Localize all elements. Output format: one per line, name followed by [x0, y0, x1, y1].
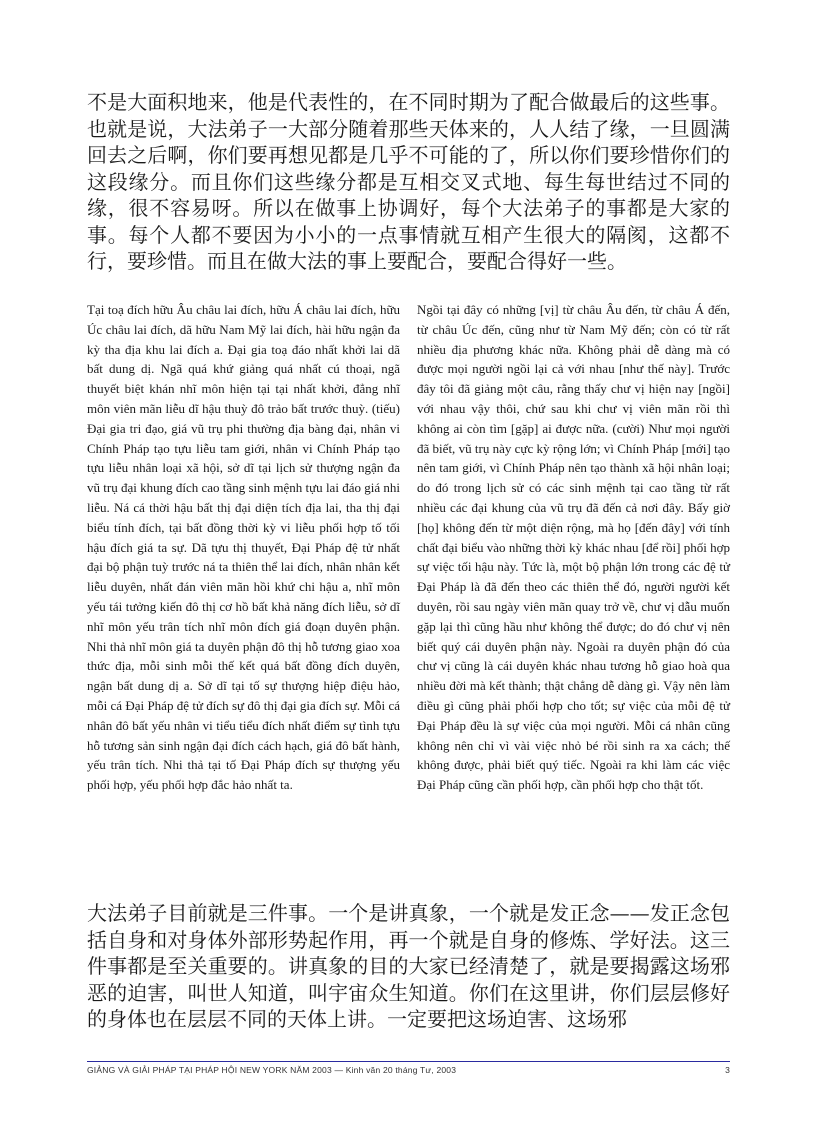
left-column-pinyin-vietnamese	[87, 300, 400, 795]
footer-title: GIẢNG VÀ GIẢI PHÁP TẠI PHÁP HỘI NEW YORK NĂM 2003 — Kinh văn 20 tháng Tư, 2003	[87, 1065, 457, 1075]
page-footer	[87, 1061, 730, 1075]
chinese-paragraph-top: 不是大面积地来，他是代表性的，在不同时期为了配合做最后的这些事。也就是说，大法弟子一大部分随着那些天体来的，人人结了缘，一旦圆满回去之后啊，你们要再想见都是几乎不可能的了，所以你们要珍惜你们的这段缘分。而且你们这些缘分都是互相交叉式地、每生每世结过不同的缘，很不容易呀。所以在做事上协调好，每个大法弟子的事都是大家的事。每个人都不要因为小小的一点事情就互相产生很大的隔阂，这都不行，要珍惜。而且在做大法的事上要配合，要配合得好一些。	[87, 90, 730, 273]
right-column-vietnamese	[417, 300, 730, 795]
chinese-paragraph-bottom: 大法弟子目前就是三件事。一个是讲真象，一个就是发正念——发正念包括自身和对身体外部形势起作用，再一个就是自身的修炼、学好法。这三件事都是至关重要的。讲真象的目的大家已经清楚了，就是要揭露这场邪恶的迫害，叫世人知道，叫宇宙众生知道。你们在这里讲，你们层层修好的身体也在层层不同的天体上讲。一定要把这场迫害、这场邪	[87, 901, 730, 1031]
right-column-text: Ngồi tại đây có những [vị] từ châu Âu đến, từ châu Á đến, từ châu Úc đến, cũng như từ Nam Mỹ đến; còn có từ rất nhiều địa phương khác nữa. Không phải dễ dàng mà có được mọi người ngồi lại cả với nhau [như thế này]. Trước đây tôi đã giảng một câu, rằng thấy chư vị hiện nay [ngồi] với nhau vậy thôi, chứ sau khi chư vị viên mãn rồi thì không ai còn tìm [gặp] ai được nữa. (cười) Như mọi người đã biết, vũ trụ này cực kỳ rộng lớn; vì Chính Pháp [mới] tạo nên tam giới, vì Chính Pháp nên tạo thành xã hội nhân loại; do đó trong lịch sử có các sinh mệnh tại cao tầng từ rất nhiều các đại khung của vũ trụ đã đến cả nơi đây. Bấy giờ [họ] không đến từ một diện rộng, mà họ [đến đây] với tính chất đại biểu vào những thời kỳ khác nhau [để rồi] phối hợp sự việc tối hậu này. Tức là, một bộ phận lớn trong các đệ tử Đại Pháp là đã đến theo các thiên thể đó, người người kết duyên, rồi sau ngày viên mãn quay trở về, chư vị dẫu muốn gặp lại thì cũng hầu như không thể được; do đó chư vị nên biết quý cái duyên phận này. Ngoài ra duyên phận đó của chư vị cũng là cái duyên khác nhau tương hỗ giao hoà qua nhiều đời mà kết thành; thật chẳng dễ dàng gì. Vậy nên làm điều gì cũng phải phối hợp cho tốt; sự việc của mỗi đệ tử Đại Pháp đều là sự việc của mọi người. Mỗi cá nhân cũng không nên chỉ vì vài việc nhỏ bé rồi sinh ra xa cách; thế không được, phải biết quý tiếc. Ngoài ra khi làm các việc Đại Pháp cũng cần phối hợp, cần phối hợp cho thật tốt.	[417, 302, 730, 793]
left-column-text: Tại toạ đích hữu Âu châu lai đích, hữu Á châu lai đích, hữu Úc châu lai đích, dã hữu Nam Mỹ lai đích, hài hữu ngận đa kỳ tha địa khu lai đích a. Đại gia toạ đáo nhất khởi lai dã bất dung dị. Ngã quá khứ giảng quá nhất cú thoại, ngã thuyết biệt khán nhĩ môn hiện tại tại nhất khởi, đẳng nhĩ môn viên mãn liễu dĩ hậu thuỳ đô trảo bất trước thuỳ. (tiếu) Đại gia tri đạo, giá vũ trụ phi thường địa bàng đại, nhân vi Chính Pháp tạo tựu liễu tam giới, nhân vi Chính Pháp tạo tựu liễu nhân loại xã hội, sở dĩ tại lịch sử thượng ngận đa vũ trụ đại khung đích cao tầng sinh mệnh tựu lai đáo giá nhi liễu. Ná cá thời hậu bất thị đại diện tích địa lai, tha thị đại biểu tính đích, tại bất đồng thời kỳ vi liễu phối hợp tố tối hậu đích giá ta sự. Dã tựu thị thuyết, Đại Pháp đệ tử nhất đại bộ phận tuỳ trước ná ta thiên thể lai đích, nhân nhân kết liễu duyên, nhất đán viên mãn hồi khứ chi hậu a, nhĩ môn yếu tái tưởng kiến đô thị cơ hồ bất khả năng đích liễu, sở dĩ nhĩ môn yếu trân tích nhĩ môn đích giá đoạn duyên phận. Nhi thả nhĩ môn giá ta duyên phận đô thị hỗ tương giao xoa thức địa, mỗi sinh mỗi thế kết quá bất đồng đích duyên, ngận bất dung dị a. Sở dĩ tại tố sự thượng hiệp điệu hảo, mỗi cá Đại Pháp đệ tử đích sự đô thị đại gia đích sự. Mỗi cá nhân đô bất yếu nhân vi tiểu tiểu đích nhất điểm sự tình tựu hỗ tương sản sinh ngận đại đích cách hạch, giá đô bất hành, yếu trân tích. Nhi thả tại tố Đại Pháp đích sự thượng yếu phối hợp, yếu phối hợp đắc hảo nhất ta.	[87, 302, 400, 793]
page-number: 3	[725, 1065, 730, 1075]
bilingual-columns	[87, 300, 730, 795]
